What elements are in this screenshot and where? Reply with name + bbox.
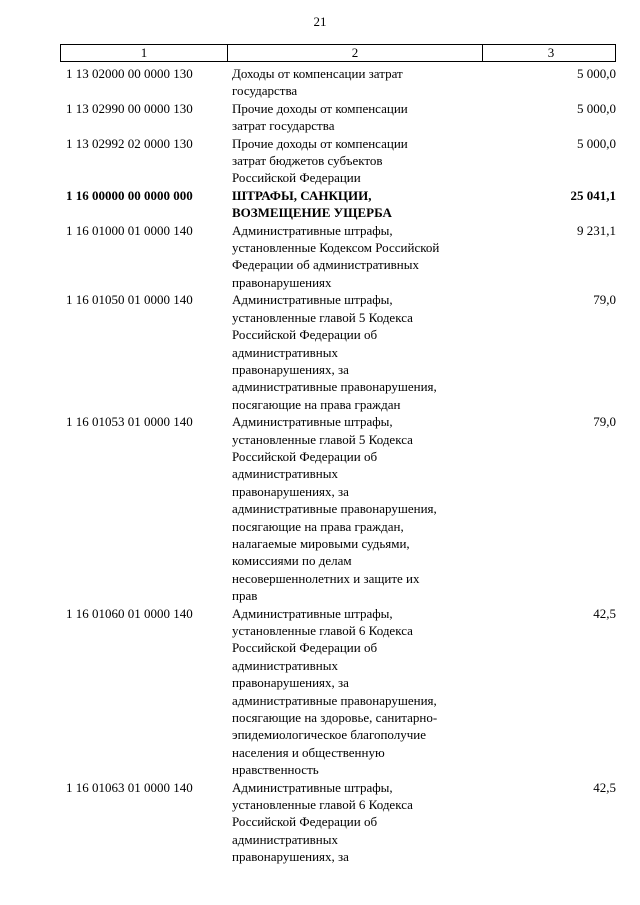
- income-amount: 9 231,1: [577, 222, 616, 238]
- table-body: [60, 62, 616, 866]
- income-name: Административные штрафы, установленные главой 6 Кодекса Российской Федерации об административных правонарушениях, за административные правонарушения, посягающие на здоровье, санитарно- эпидемиологическое благополучие населения и общественную нравственность: [232, 605, 438, 778]
- income-name: Административные штрафы, установленные главой 5 Кодекса Российской Федерации об административных правонарушениях, за административные правонарушения, посягающие на права граждан, налагаемые мировыми судьями, комиссиями по делам несовершеннолетних и защите их прав: [232, 414, 437, 604]
- income-code: 1 16 01063 01 0000 140: [66, 779, 193, 795]
- income-code: 1 16 01060 01 0000 140: [66, 605, 193, 621]
- income-amount: 5 000,0: [577, 66, 616, 81]
- income-code: 1 13 02000 00 0000 130: [66, 66, 193, 81]
- table-row: [60, 187, 616, 222]
- income-name: Доходы от компенсации затрат государства: [232, 66, 403, 99]
- budget-table: [60, 44, 616, 866]
- table-row: [60, 222, 616, 292]
- income-code: 1 13 02990 00 0000 130: [66, 100, 193, 116]
- table-row: [60, 605, 616, 779]
- income-amount: 5 000,0: [577, 100, 616, 116]
- income-code: 1 16 01050 01 0000 140: [66, 292, 193, 308]
- income-amount: 5 000,0: [577, 135, 616, 151]
- page-number: 21: [313, 14, 327, 29]
- column-header-1: 1: [140, 45, 148, 60]
- income-name: Прочие доходы от компенсации затрат государства: [232, 100, 408, 134]
- income-name: Административные штрафы, установленные главой 6 Кодекса Российской Федерации об административных правонарушениях, за: [232, 779, 413, 865]
- income-amount: 42,5: [593, 779, 616, 795]
- table-row: [60, 135, 616, 187]
- income-code: 1 16 01053 01 0000 140: [66, 414, 193, 430]
- income-amount: 79,0: [593, 292, 616, 308]
- income-name: Административные штрафы, установленные главой 5 Кодекса Российской Федерации об административных правонарушениях, за административные правонарушения, посягающие на права граждан: [232, 292, 437, 412]
- table-row: [60, 65, 616, 100]
- income-code: 1 13 02992 02 0000 130: [66, 135, 193, 151]
- table-row: [60, 779, 616, 866]
- income-name: ШТРАФЫ, САНКЦИИ, ВОЗМЕЩЕНИЕ УЩЕРБА: [232, 187, 392, 221]
- income-name: Прочие доходы от компенсации затрат бюджетов субъектов Российской Федерации: [232, 135, 408, 186]
- column-header-2: 2: [227, 45, 482, 61]
- table-row: [60, 413, 616, 604]
- table-header: [60, 44, 616, 62]
- income-amount: 79,0: [593, 414, 616, 430]
- income-name: Административные штрафы, установленные Кодексом Российской Федерации об административных правонарушениях: [232, 222, 440, 290]
- income-amount: 25 041,1: [570, 187, 616, 203]
- table-row: [60, 291, 616, 413]
- column-header-3: 3: [482, 45, 619, 61]
- table-row: [60, 100, 616, 135]
- income-code: 1 16 01000 01 0000 140: [66, 222, 193, 238]
- income-code: 1 16 00000 00 0000 000: [66, 187, 193, 203]
- income-amount: 42,5: [593, 605, 616, 621]
